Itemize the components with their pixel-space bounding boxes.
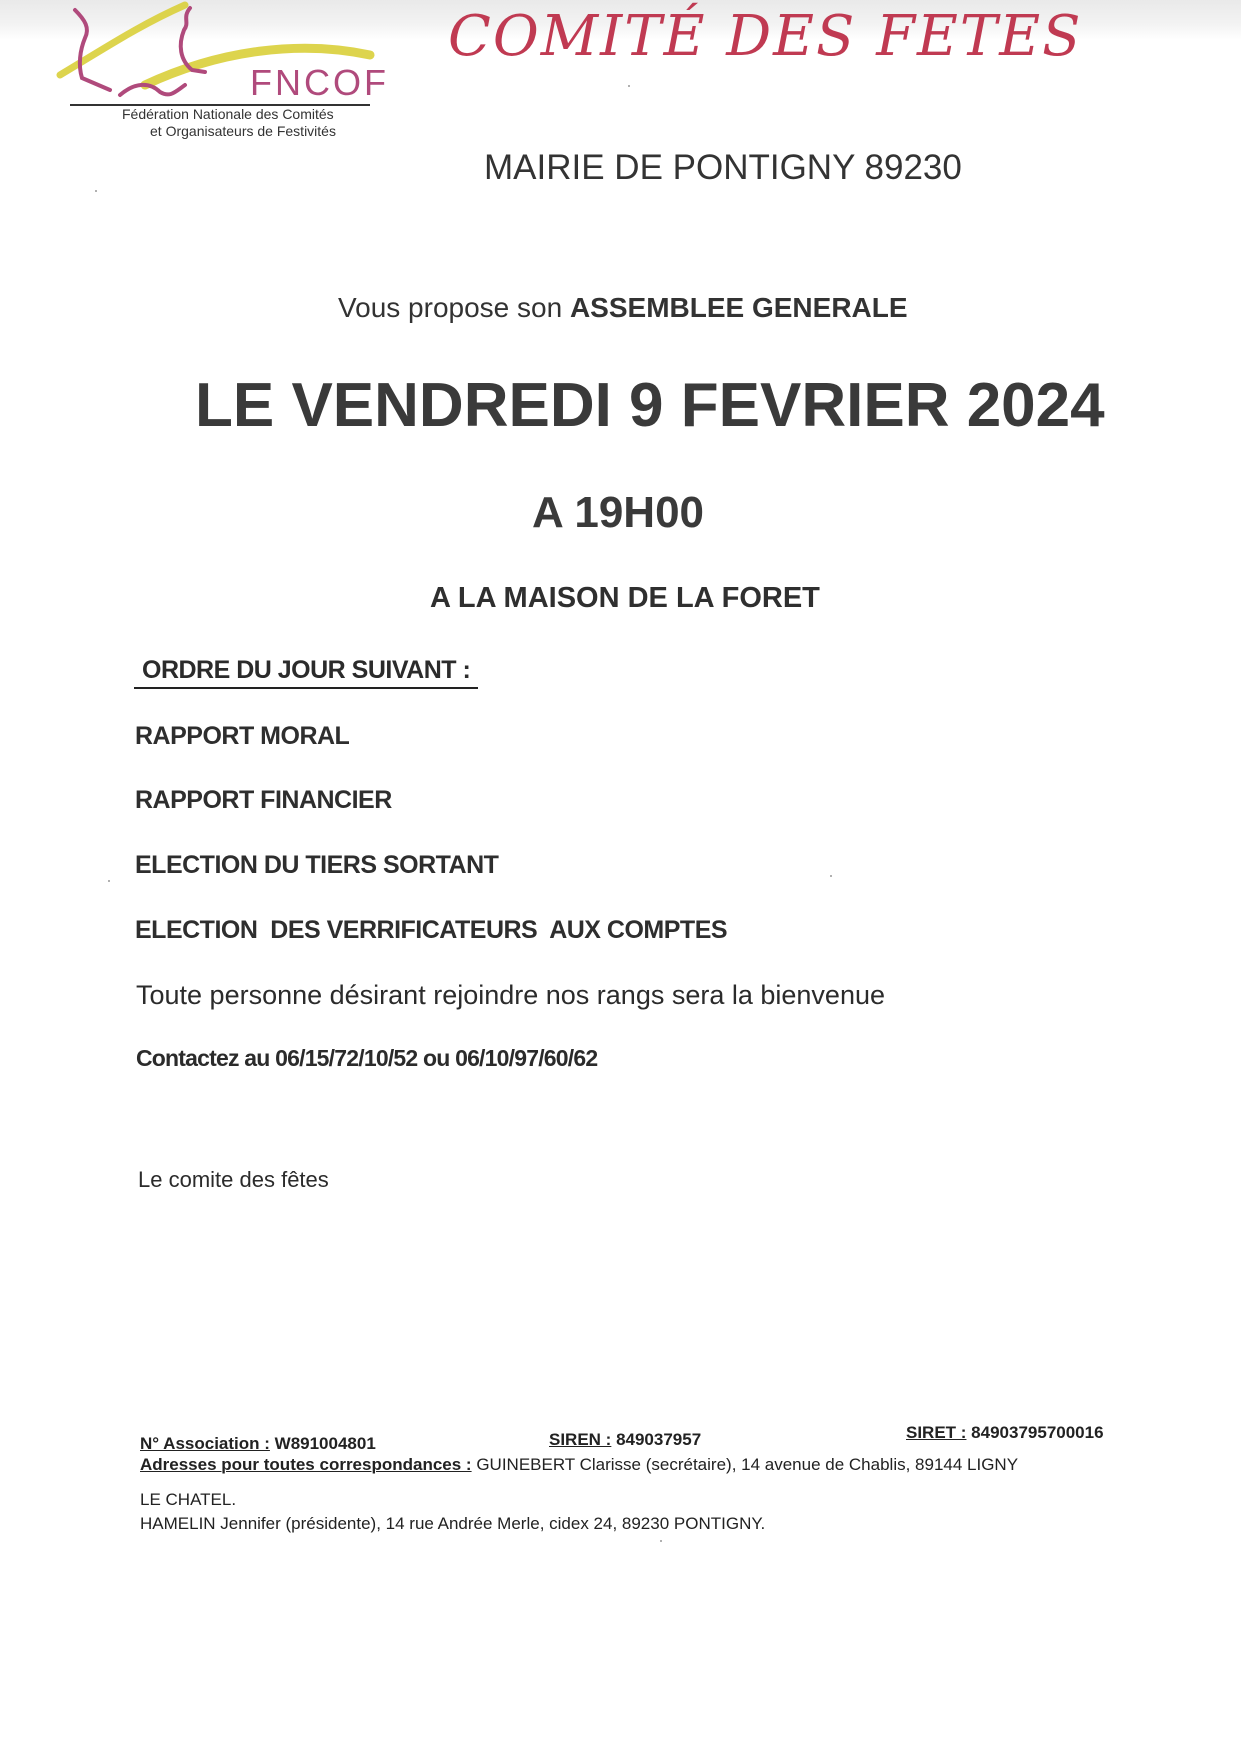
siret-label: SIRET : bbox=[906, 1423, 967, 1442]
scan-speck bbox=[830, 875, 832, 877]
address-line-1 bbox=[140, 1455, 1018, 1475]
agenda-item: RAPPORT FINANCIER bbox=[135, 786, 392, 814]
siren-label: SIREN : bbox=[549, 1430, 612, 1449]
logo-acronym: FNCOF bbox=[250, 62, 389, 103]
page-title: COMITÉ DES FETES bbox=[448, 4, 1083, 69]
agenda-item: ELECTION DU TIERS SORTANT bbox=[135, 851, 499, 879]
signature: Le comite des fêtes bbox=[138, 1167, 329, 1192]
scan-speck bbox=[95, 190, 97, 192]
association-label: N° Association : bbox=[140, 1434, 270, 1453]
address-line-2: LE CHATEL. bbox=[140, 1490, 237, 1509]
logo-subtitle-line2: et Organisateurs de Festivités bbox=[150, 123, 336, 139]
agenda-item: RAPPORT MORAL bbox=[135, 722, 350, 750]
event-date: LE VENDREDI 9 FEVRIER 2024 bbox=[195, 371, 1105, 440]
scan-speck bbox=[660, 1540, 662, 1542]
event-place: A LA MAISON DE LA FORET bbox=[430, 582, 820, 614]
address-line-3: HAMELIN Jennifer (présidente), 14 rue Andrée Merle, cidex 24, 89230 PONTIGNY. bbox=[140, 1514, 766, 1533]
event-time: A 19H00 bbox=[532, 488, 705, 537]
agenda-heading: ORDRE DU JOUR SUIVANT : bbox=[134, 656, 478, 689]
siren bbox=[549, 1430, 701, 1450]
logo-subtitle-line1: Fédération Nationale des Comités bbox=[122, 106, 334, 122]
agenda-item: ELECTION DES VERRIFICATEURS AUX COMPTES bbox=[135, 916, 728, 944]
association-number bbox=[140, 1434, 376, 1454]
siret-value: 84903795700016 bbox=[966, 1423, 1104, 1442]
event-type: ASSEMBLEE GENERALE bbox=[569, 292, 908, 323]
event-intro bbox=[338, 292, 908, 324]
address-secretary: GUINEBERT Clarisse (secrétaire), 14 avenue de Chablis, 89144 LIGNY bbox=[471, 1455, 1019, 1474]
association-value: W891004801 bbox=[269, 1434, 376, 1453]
address-label: Adresses pour toutes correspondances : bbox=[140, 1455, 472, 1474]
scan-speck bbox=[628, 85, 630, 87]
scan-speck bbox=[108, 880, 110, 882]
siren-value: 849037957 bbox=[611, 1430, 702, 1449]
welcome-text: Toute personne désirant rejoindre nos rangs sera la bienvenue bbox=[136, 980, 885, 1010]
contact-phones: Contactez au 06/15/72/10/52 ou 06/10/97/60/62 bbox=[136, 1045, 598, 1071]
fncof-logo bbox=[50, 0, 390, 150]
mairie-heading: MAIRIE DE PONTIGNY 89230 bbox=[484, 148, 962, 187]
event-intro-prefix: Vous propose son bbox=[338, 292, 570, 323]
siret bbox=[906, 1423, 1104, 1443]
